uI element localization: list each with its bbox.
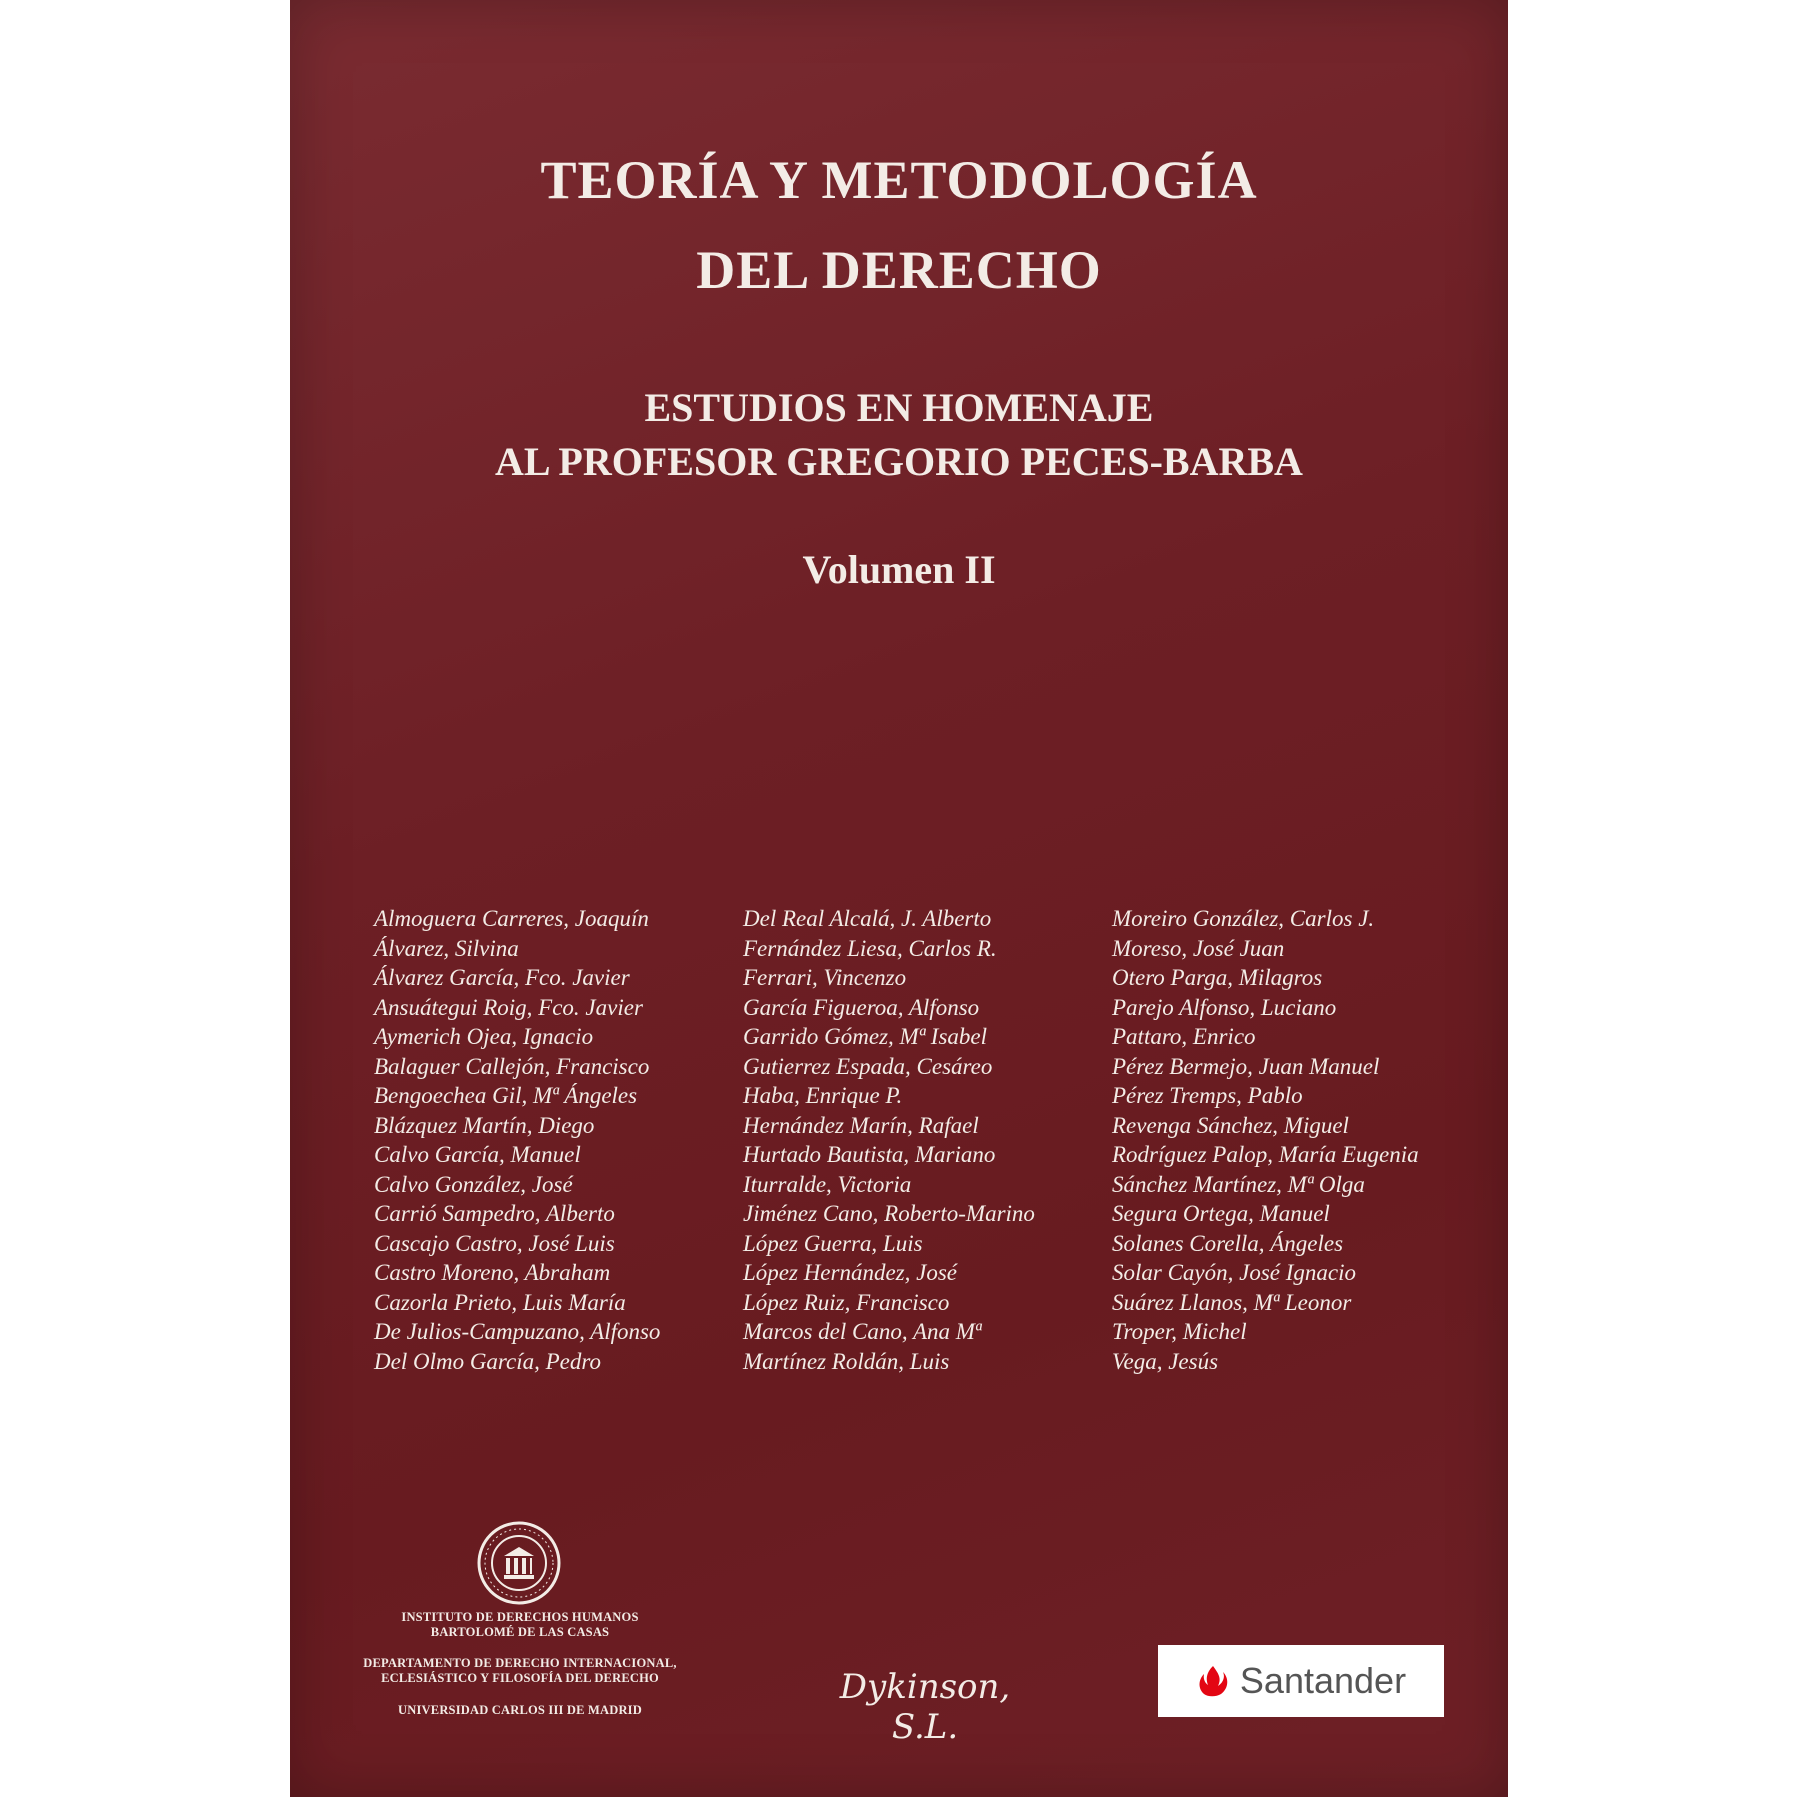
author-name: Segura Ortega, Manuel bbox=[1112, 1201, 1330, 1226]
author-name: Castro Moreno, Abraham bbox=[374, 1260, 611, 1285]
author-name: Suárez Llanos, Mª Leonor bbox=[1112, 1289, 1352, 1315]
author-name: Pérez Tremps, Pablo bbox=[1112, 1083, 1303, 1108]
institute-line-2: BARTOLOMÉ DE LAS CASAS bbox=[430, 1625, 610, 1639]
author-name: Troper, Michel bbox=[1112, 1319, 1247, 1344]
university-seal-icon bbox=[476, 1520, 562, 1606]
title-line-1: TEORÍA Y METODOLOGÍA bbox=[540, 150, 1258, 210]
author-name: Haba, Enrique P. bbox=[743, 1083, 903, 1108]
book-cover bbox=[290, 0, 1508, 1797]
author-name: Blázquez Martín, Diego bbox=[374, 1112, 595, 1138]
author-name: Garrido Gómez, Mª Isabel bbox=[743, 1024, 987, 1049]
department-name bbox=[310, 1656, 730, 1686]
publisher-logo: Dykinson, S.L. bbox=[839, 1667, 1011, 1747]
author-name: Almoguera Carreres, Joaquín bbox=[374, 906, 649, 931]
department-line-2: ECLESIÁSTICO Y FILOSOFÍA DEL DERECHO bbox=[381, 1671, 659, 1685]
sponsor-name: Santander bbox=[1239, 1660, 1407, 1701]
author-name: Revenga Sánchez, Miguel bbox=[1112, 1112, 1349, 1138]
author-name: Pattaro, Enrico bbox=[1112, 1024, 1256, 1049]
author-list-column-2 bbox=[743, 904, 1035, 1376]
author-name: Álvarez, Silvina bbox=[374, 935, 519, 961]
author-name: De Julios-Campuzano, Alfonso bbox=[374, 1319, 661, 1344]
author-name: Ansuátegui Roig, Fco. Javier bbox=[374, 994, 643, 1020]
author-name: Pérez Bermejo, Juan Manuel bbox=[1112, 1053, 1380, 1079]
author-name: Moreiro González, Carlos J. bbox=[1112, 906, 1375, 931]
author-name: Moreso, José Juan bbox=[1112, 935, 1285, 961]
author-name: Álvarez García, Fco. Javier bbox=[374, 965, 630, 990]
subtitle-line-1: ESTUDIOS EN HOMENAJE bbox=[644, 385, 1154, 430]
author-name: Del Olmo García, Pedro bbox=[374, 1348, 601, 1374]
sponsor-logo bbox=[1158, 1645, 1444, 1717]
subtitle-line-2: AL PROFESOR GREGORIO PECES-BARBA bbox=[495, 439, 1303, 484]
author-name: Solar Cayón, José Ignacio bbox=[1112, 1260, 1357, 1285]
author-name: Marcos del Cano, Ana Mª bbox=[743, 1319, 982, 1344]
author-list-column-1 bbox=[374, 904, 660, 1376]
author-name: Otero Parga, Milagros bbox=[1112, 965, 1323, 990]
author-name: Del Real Alcalá, J. Alberto bbox=[743, 906, 992, 931]
author-name: Carrió Sampedro, Alberto bbox=[374, 1201, 615, 1226]
author-name: Cazorla Prieto, Luis María bbox=[374, 1289, 626, 1315]
author-name: Fernández Liesa, Carlos R. bbox=[743, 935, 997, 961]
author-name: Gutierrez Espada, Cesáreo bbox=[743, 1053, 993, 1079]
flame-icon bbox=[1196, 1664, 1230, 1698]
institute-name bbox=[310, 1610, 730, 1640]
author-name: Vega, Jesús bbox=[1112, 1348, 1219, 1374]
author-name: Hurtado Bautista, Mariano bbox=[743, 1142, 996, 1167]
author-name: Ferrari, Vincenzo bbox=[743, 965, 907, 990]
author-name: García Figueroa, Alfonso bbox=[743, 994, 980, 1020]
volume-label: Volumen II bbox=[802, 547, 996, 592]
title-line-2: DEL DERECHO bbox=[696, 240, 1102, 300]
author-list-column-3 bbox=[1112, 904, 1419, 1376]
book-title bbox=[290, 135, 1508, 315]
author-name: Balaguer Callejón, Francisco bbox=[374, 1053, 650, 1079]
author-name: López Guerra, Luis bbox=[743, 1230, 923, 1256]
author-name: Aymerich Ojea, Ignacio bbox=[374, 1024, 594, 1049]
department-line-1: DEPARTAMENTO DE DERECHO INTERNACIONAL, bbox=[363, 1656, 677, 1670]
institute-line-1: INSTITUTO DE DERECHOS HUMANOS bbox=[401, 1610, 639, 1624]
author-name: Solanes Corella, Ángeles bbox=[1112, 1230, 1344, 1256]
book-subtitle bbox=[290, 381, 1508, 489]
author-name: Bengoechea Gil, Mª Ángeles bbox=[374, 1083, 638, 1108]
author-name: Martínez Roldán, Luis bbox=[743, 1348, 950, 1374]
university-name: UNIVERSIDAD CARLOS III DE MADRID bbox=[398, 1703, 642, 1717]
author-name: Parejo Alfonso, Luciano bbox=[1112, 994, 1337, 1020]
author-name: Rodríguez Palop, María Eugenia bbox=[1112, 1142, 1419, 1167]
author-name: Sánchez Martínez, Mª Olga bbox=[1112, 1171, 1365, 1197]
author-name: López Ruiz, Francisco bbox=[743, 1289, 950, 1315]
author-name: López Hernández, José bbox=[743, 1260, 957, 1285]
author-name: Calvo González, José bbox=[374, 1171, 573, 1197]
author-name: Calvo García, Manuel bbox=[374, 1142, 581, 1167]
author-name: Jiménez Cano, Roberto-Marino bbox=[743, 1201, 1035, 1226]
author-name: Iturralde, Victoria bbox=[743, 1171, 912, 1197]
author-name: Cascajo Castro, José Luis bbox=[374, 1230, 615, 1256]
author-name: Hernández Marín, Rafael bbox=[743, 1112, 979, 1138]
